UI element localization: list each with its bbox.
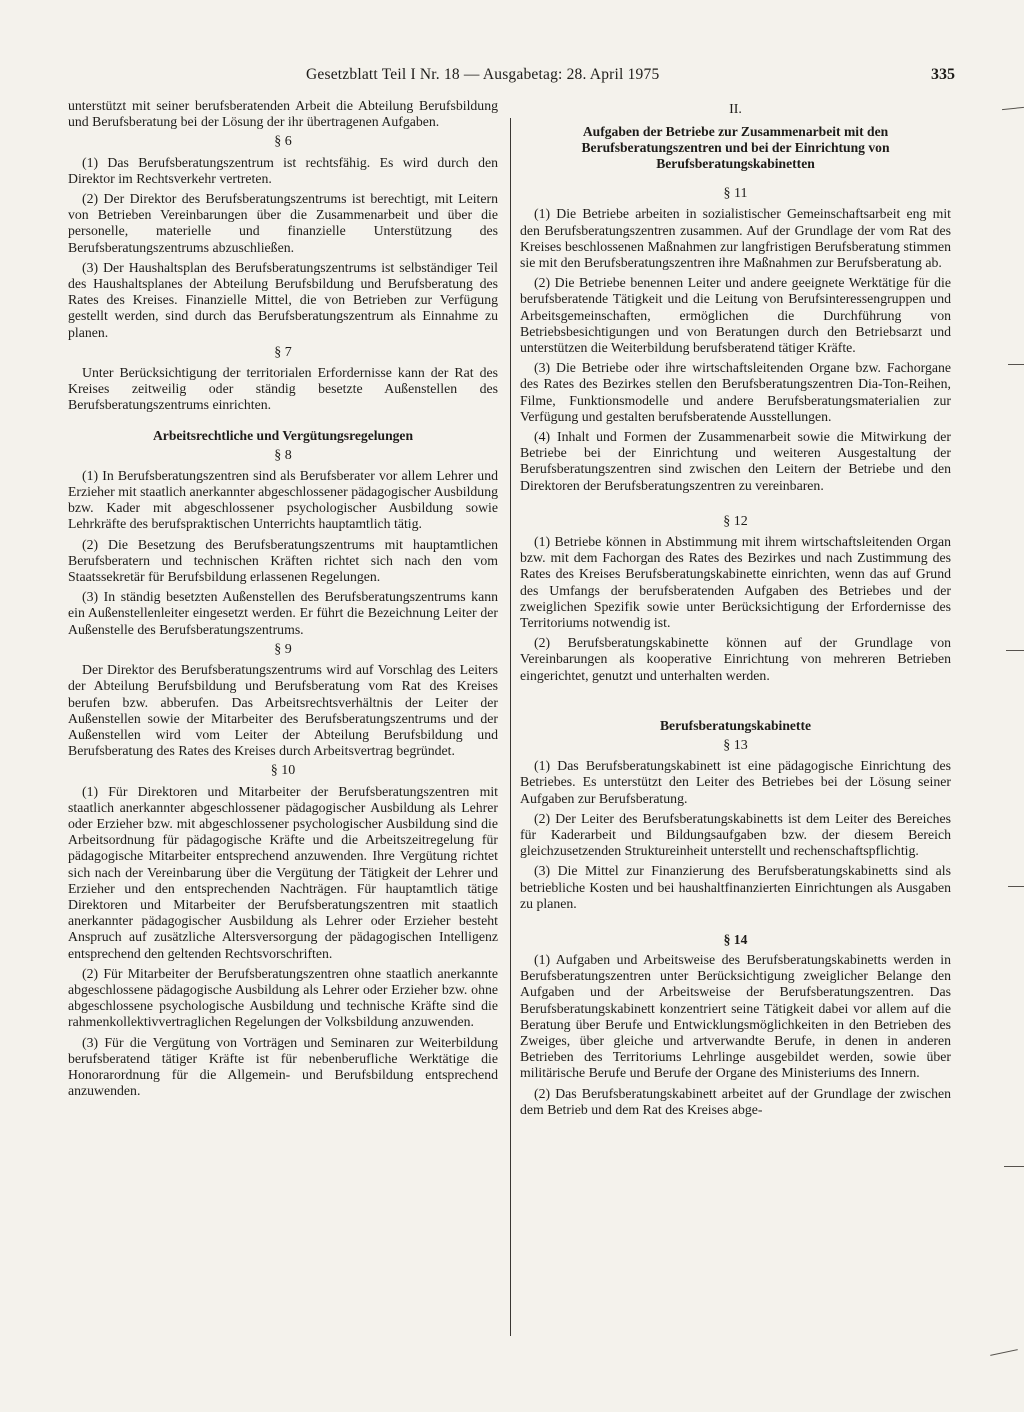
column-divider xyxy=(510,118,511,1336)
scan-mark xyxy=(1002,107,1024,110)
section-9-paragraph-1: Der Direktor des Berufsberatungszentrums wird auf Vorschlag des Leiters der Abteilung Berufsbildung und Berufsberatung vom Rat des Kreises berufen bzw. abberufen. Das Arbeitsrechtsverhältnis der Leiter der Außenstellen sowie der Mitarbeiter des Berufsberatungszentrums und der Außenstellen wird vom Leiter der Abteilung Berufsbildung und Berufsberatung des Rates des Kreises durch Arbeitsvertrag begründet. xyxy=(68,662,498,759)
section-12-paragraph-2: (2) Berufsberatungskabinette können auf der Grundlage von Vereinbarungen als kooperative Einrichtung von mehreren Betrieben eingerichtet, genutzt und unterhalten werden. xyxy=(520,635,951,683)
section-12-title: § 12 xyxy=(723,513,748,529)
heading-kabinette: Berufsberatungskabinette xyxy=(659,717,812,733)
section-6-paragraph-2: (2) Der Direktor des Berufsberatungszentrums ist berechtigt, mit Leitern von Betrieben Vereinbarungen über die Zusammenarbeit und über die personelle, materielle und finanzielle Unterstützung des Berufsberatungszentrums abzuschließen. xyxy=(68,191,498,255)
section-14-paragraph-2: (2) Das Berufsberatungskabinett arbeitet auf der Grundlage der zwischen dem Betrieb und dem Rat des Kreises abge- xyxy=(520,1085,951,1117)
page-number: 335 xyxy=(931,66,955,83)
section-10-paragraph-1: (1) Für Direktoren und Mitarbeiter der Berufsberatungszentren mit staatlich anerkannter abgeschlossener pädagogischer Ausbildung als Lehrer oder Erzieher bzw. mit abgeschlossener psychologischer Ausbildung sind die Arbeitsordnung für pädagogische Kräfte und die Arbeitszeitregelung für pädagogische Mitarbeiter entsprechend anzuwenden. Ihre Vergütung richtet sich nach der Vereinbarung über die Vergütung der Tätigkeit der Lehrer und Erzieher und den entsprechenden Nachträgen. Für hauptamtlich tätige Direktoren und Mitarbeiter der Berufsberatungszentren mit staatlich anerkannter pädagogischer Ausbildung als Lehrer oder Erzieher besteht Anspruch auf zusätzliche Altersversorgung der pädagogischen Intelligenz entsprechend den geltenden Rechtsvorschriften. xyxy=(68,783,498,961)
section-6-paragraph-1: (1) Das Berufsberatungszentrum ist rechtsfähig. Es wird durch den Direktor im Rechtsverkehr vertreten. xyxy=(68,154,498,186)
section-11-paragraph-1: (1) Die Betriebe arbeiten in sozialistischer Gemeinschaftsarbeit eng mit den Berufsberatungszentren zusammen. Auf der Grundlage der vom Rat des Kreises beschlossenen Maßnahmen zur langfristigen Berufsberatung stimmen sie mit den Berufsberatungszentren ihre Maßnahmen zur Berufsberatung ab. xyxy=(520,206,951,271)
section-10-paragraph-2: (2) Für Mitarbeiter der Berufsberatungszentren ohne staatlich anerkannte abgeschlossene pädagogische Ausbildung als Lehrer oder Erzieher bzw. ohne abgeschlossene psychologische Ausbildung und technische Kräfte sind die rahmenkollektivvertraglichen Regelungen der Volksbildung anzuwenden. xyxy=(68,965,498,1030)
section-8-title: § 8 xyxy=(274,447,292,463)
intro-paragraph: unterstützt mit seiner berufsberatenden Arbeit die Abteilung Berufsbildung und Berufsberatung bei der Lösung der ihr übertragenen Aufgaben. xyxy=(68,98,498,130)
section-14-title: § 14 xyxy=(723,931,748,947)
right-column xyxy=(520,98,951,1122)
section-13-title: § 13 xyxy=(723,737,748,753)
section-8-paragraph-3: (3) In ständig besetzten Außenstellen des Berufsberatungszentrums kann ein Außenstellenleiter eingesetzt werden. Er führt die Bezeichnung Leiter der Außenstelle des Berufsberatungszentrums. xyxy=(68,589,498,637)
section-13-paragraph-3: (3) Die Mittel zur Finanzierung des Berufsberatungskabinetts sind als betriebliche Kosten und bei haushaltfinanzierten Einrichtungen als Ausgaben zu planen. xyxy=(520,863,951,911)
section-8-paragraph-1: (1) In Berufsberatungszentren sind als Berufsberater vor allem Lehrer und Erzieher mit staatlich anerkannter abgeschlossener pädagogischer Ausbildung bzw. Kader mit abgeschlossener psychologischer Ausbildung sowie Lehrkräfte des berufspraktischen Unterrichts hauptamtlich tätig. xyxy=(68,467,498,532)
section-11-paragraph-3: (3) Die Betriebe oder ihre wirtschaftsleitenden Organe bzw. Fachorgane des Rates des Bezirkes stellen den Berufsberatungszentren Dia-Ton-Reihen, Filme, Funktionsmodelle und andere Berufsberatungsmaterialien zur Verfügung und gestalten berufsberatende Ausstellungen. xyxy=(520,360,951,424)
section-6-title: § 6 xyxy=(274,134,292,150)
heading-arbeitsrecht: Arbeitsrechtliche und Vergütungsregelungen xyxy=(152,427,414,443)
section-13-paragraph-2: (2) Der Leiter des Berufsberatungskabinetts ist dem Leiter des Bereiches für Kaderarbeit und Bildungsaufgaben bzw. der diesem Bereich gleichzusetzenden Struktureinheit unterstellt und rechenschaftspflichtig. xyxy=(520,810,951,859)
section-10-paragraph-3: (3) Für die Vergütung von Vorträgen und Seminaren zur Weiterbildung berufsberatend tätiger Kräfte ist für nebenberufliche Werktätige die Honorarordnung für die Allgemein- und Berufsbildung entsprechend anzuwenden. xyxy=(68,1034,498,1099)
section-13-paragraph-1: (1) Das Berufsberatungskabinett ist eine pädagogische Einrichtung des Betriebes. Es unterstützt den Leiter des Betriebes bei der Lösung seiner Aufgaben zur Berufsberatung. xyxy=(520,758,951,806)
scan-mark xyxy=(990,1349,1018,1356)
part-number: II. xyxy=(729,102,742,117)
section-9-title: § 9 xyxy=(274,641,292,657)
part-title: Aufgaben der Betriebe zur Zusammenarbeit mit den Berufsberatungszentren und bei der Einrichtung von Berufsberatungskabinetten xyxy=(581,124,890,172)
page-header xyxy=(270,66,955,90)
scan-mark xyxy=(1004,1166,1024,1167)
section-12-paragraph-1: (1) Betriebe können in Abstimmung mit ihrem wirtschaftsleitenden Organ bzw. mit dem Fachorgan des Rates des Bezirkes und nach Zustimmung des Rates des Kreises Berufsberatungskabinette einrichten, wenn das auf Grund des Umfangs der berufsberatenden Aufgaben des Betriebes und der zweiglichen Spezifik sowie unter Berücksichtigung der Erfordernisse des Territoriums notwendig ist. xyxy=(520,534,951,631)
scan-mark xyxy=(1006,650,1024,651)
section-6-paragraph-3: (3) Der Haushaltsplan des Berufsberatungszentrums ist selbständiger Teil des Haushaltsplanes der Abteilung Berufsbildung und Berufsberatung des Rates des Kreises. Finanzielle Mittel, die von Betrieben zur Verfügung gestellt werden, sind durch das Berufsberatungszentrum als Einnahme zu planen. xyxy=(68,259,498,340)
scan-mark xyxy=(1008,364,1024,365)
section-7-paragraph-1: Unter Berücksichtigung der territorialen Erfordernisse kann der Rat des Kreises zeitweilig oder ständig besetzte Außenstellen des Berufsberatungszentrums einrichten. xyxy=(68,365,498,413)
section-11-paragraph-2: (2) Die Betriebe benennen Leiter und andere geeignete Werktätige für die berufsberatende Tätigkeit und die Leitung von Berufsinteressengruppen und Arbeitsgemeinschaften, ermöglichen die Durchführung von Betriebsbesichtigungen und von Beratungen durch den Betriebsarzt und unterstützen die Weiterbildung berufsberatend tätiger Kräfte. xyxy=(520,275,951,356)
section-7-title: § 7 xyxy=(274,344,292,360)
scan-mark xyxy=(1008,886,1024,887)
left-column xyxy=(68,98,498,1103)
section-10-title: § 10 xyxy=(270,763,296,779)
section-14-paragraph-1: (1) Aufgaben und Arbeitsweise des Berufsberatungskabinetts werden in Berufsberatungszentren unter Berücksichtigung zweiglicher Belange den Aufgaben und der Arbeitsweise der Berufsberatungszentren. Das Berufsberatungskabinett konzentriert seine Tätigkeit dabei vor allem auf die Beratung über Berufe und Entwicklungsmöglichkeiten in den Betrieben des Zweiges, über gleiche und artverwandte Berufe, in denen in anderen Betrieben des Territoriums Lehrlinge ausgebildet werden, sowie über militärische Berufe und Berufe der Organe des Ministeriums des Innern. xyxy=(520,951,951,1081)
section-11-paragraph-4: (4) Inhalt und Formen der Zusammenarbeit sowie die Mitwirkung der Betriebe bei der Einrichtung und weiteren Ausgestaltung der Berufsberatungszentren sind zwischen den Leitern der Betriebe und den Direktoren der Berufsberatungszentren zu vereinbaren. xyxy=(520,429,951,493)
gazette-title: Gesetzblatt Teil I Nr. 18 — Ausgabetag: 28. April 1975 xyxy=(306,66,660,83)
section-11-title: § 11 xyxy=(723,186,748,202)
section-8-paragraph-2: (2) Die Besetzung des Berufsberatungszentrums mit hauptamtlichen Berufsberatern und technischen Kräften richtet sich nach den vom Staatssekretär für Berufsbildung erlassenen Regelungen. xyxy=(68,536,498,585)
